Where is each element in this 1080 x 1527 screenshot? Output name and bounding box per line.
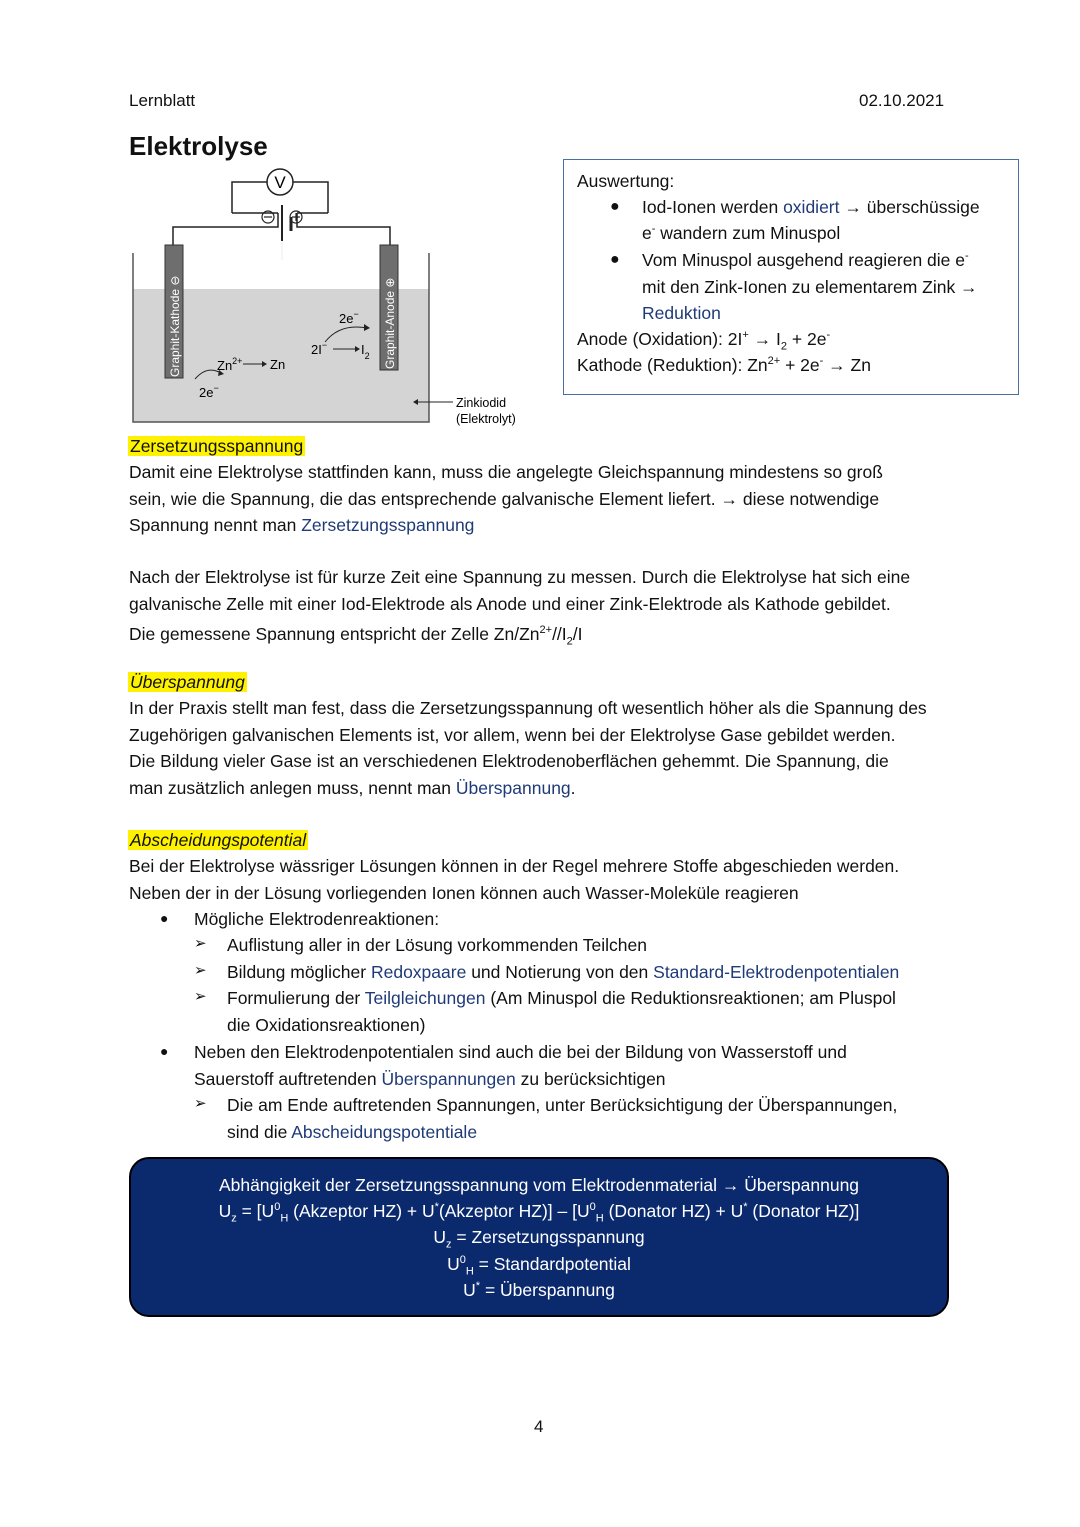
- zn-ion-text: $Zn^{2+}$: [217, 356, 243, 373]
- evaluation-bullet-1: Iod-Ionen werden oxidiert → überschüssige: [642, 197, 980, 217]
- formula-heading: Abhängigkeit der Zersetzungsspannung vom Elektrodenmaterial → Überspannung: [218, 1175, 860, 1195]
- formula-box: [129, 1157, 949, 1317]
- iodide-text: 2I−: [311, 340, 328, 357]
- formula-def-uz: $U_z$ = Zersetzungsspannung: [433, 1227, 645, 1251]
- anode-equation: Anode (Oxidation): $2I^+ \to I_2 + 2e^-$: [577, 329, 831, 353]
- evaluation-bullet-1-cont: e- wandern zum Minuspol: [642, 223, 841, 243]
- evaluation-box: [563, 159, 1019, 395]
- zersetzung-paragraph-2: Nach der Elektrolyse ist für kurze Zeit eine Spannung zu messen. Durch die Elektrolyse hat sich eine galvanische Zelle mit einer Iod-Elektrode als Anode und einer Zink-Elektrode als Kathode gebildet. Die gemessene Spannung entspricht der Zelle $Zn/Zn^{2+}//I_2/I$: [129, 567, 911, 648]
- zersetzung-paragraph: Damit eine Elektrolyse stattfinden kann, muss die angelegte Gleichspannung mindestens so groß sein, wie die Spannung, die das entsprechende galvanische Element liefert. → diese notwendige Spannung nennt man Zersetzungsspannung: [129, 462, 883, 535]
- bullet-icon: ●: [610, 198, 620, 215]
- abscheidung-sub-3: Formulierung der Teilgleichungen (Am Minuspol die Reduktionsreaktionen; am Pluspol die Oxidationsreaktionen): [227, 988, 896, 1035]
- electrolyte-sublabel: (Elektrolyt): [456, 412, 516, 426]
- arrow-bullet-icon: ➢: [194, 962, 207, 979]
- evaluation-title: Auswertung:: [577, 171, 675, 191]
- arrow-bullet-icon: ➢: [194, 935, 207, 952]
- abscheidung-bullet-2: Neben den Elektrodenpotentialen sind auch die bei der Bildung von Wasserstoff und Sauerstoff auftretenden Überspannungen zu berücksichtigen: [194, 1042, 847, 1089]
- page-number: 4: [534, 1417, 544, 1436]
- kathode-equation: Kathode (Reduktion): $Zn^{2+} + 2e^- \to Zn$: [577, 355, 871, 375]
- electrons-right-text: 2e−: [339, 309, 359, 326]
- cathode-label: Graphit-Kathode ⊖: [168, 275, 182, 377]
- section-heading-zersetzung: Zersetzungsspannung: [130, 436, 304, 456]
- page-title: Elektrolyse: [129, 131, 268, 161]
- bullet-icon: ●: [160, 1043, 169, 1059]
- ueberspannung-paragraph: In der Praxis stellt man fest, dass die Zersetzungsspannung oft wesentlich höher als die Spannung des Zugehörigen galvanischen Elements ist, vor allem, wenn bei der Elektrolyse Gase gebildet werden. Die Bildung vieler Gase ist an verschiedenen Elektrodenoberflächen gehemmt. Die Spannung, die man zusätzlich anlegen muss, nennt man Überspannung.: [129, 698, 927, 798]
- section-heading-abscheidung: Abscheidungspotential: [130, 830, 307, 850]
- anode-label: Graphit-Anode ⊕: [383, 277, 397, 369]
- abscheidung-sub-1: Auflistung aller in der Lösung vorkommenden Teilchen: [227, 935, 647, 955]
- header-date: 02.10.2021: [859, 91, 945, 110]
- bullet-icon: ●: [610, 251, 620, 268]
- section-heading-ueberspannung: Überspannung: [130, 672, 245, 692]
- formula-equation: $U_z = [U^0_H$ (Akzeptor HZ) + U*(Akzeptor $HZ)] - [U^0_H$ (Donator HZ) + U* (Donator HZ)]: [218, 1201, 860, 1225]
- formula-def-ustar: U* = Überspannung: [463, 1280, 615, 1300]
- iodine-text: $I_2$: [361, 342, 370, 361]
- electrons-left-text: 2e−: [199, 383, 219, 400]
- evaluation-bullet-2: Vom Minuspol ausgehend reagieren die e-: [642, 250, 969, 270]
- evaluation-reduktion: Reduktion: [642, 303, 721, 323]
- header-left: Lernblatt: [129, 91, 196, 110]
- abscheidung-intro: Bei der Elektrolyse wässriger Lösungen können in der Regel mehrere Stoffe abgeschieden werden. Neben der in der Lösung vorliegenden Ionen können auch Wasser-Moleküle reagieren: [129, 856, 900, 903]
- svg-text:V: V: [274, 173, 286, 192]
- evaluation-bullet-2-cont: mit den Zink-Ionen zu elementarem Zink →: [642, 277, 978, 297]
- electrolysis-diagram: [125, 165, 545, 440]
- abscheidung-sub-2: Bildung möglicher Redoxpaare und Notierung von den Standard-Elektrodenpotentialen: [227, 962, 900, 982]
- abscheidung-sub-4: Die am Ende auftretenden Spannungen, unter Berücksichtigung der Überspannungen, sind die Abscheidungspotentiale: [227, 1095, 898, 1142]
- electrolyte-label: Zinkiodid: [456, 396, 507, 410]
- abscheidung-bullet-1: Mögliche Elektrodenreaktionen:: [194, 909, 440, 929]
- zn-text: Zn: [270, 357, 286, 372]
- bullet-icon: ●: [160, 910, 169, 926]
- arrow-bullet-icon: ➢: [194, 1095, 207, 1112]
- arrow-bullet-icon: ➢: [194, 988, 207, 1005]
- formula-def-u0h: $U^0_H$ = Standardpotential: [447, 1254, 631, 1278]
